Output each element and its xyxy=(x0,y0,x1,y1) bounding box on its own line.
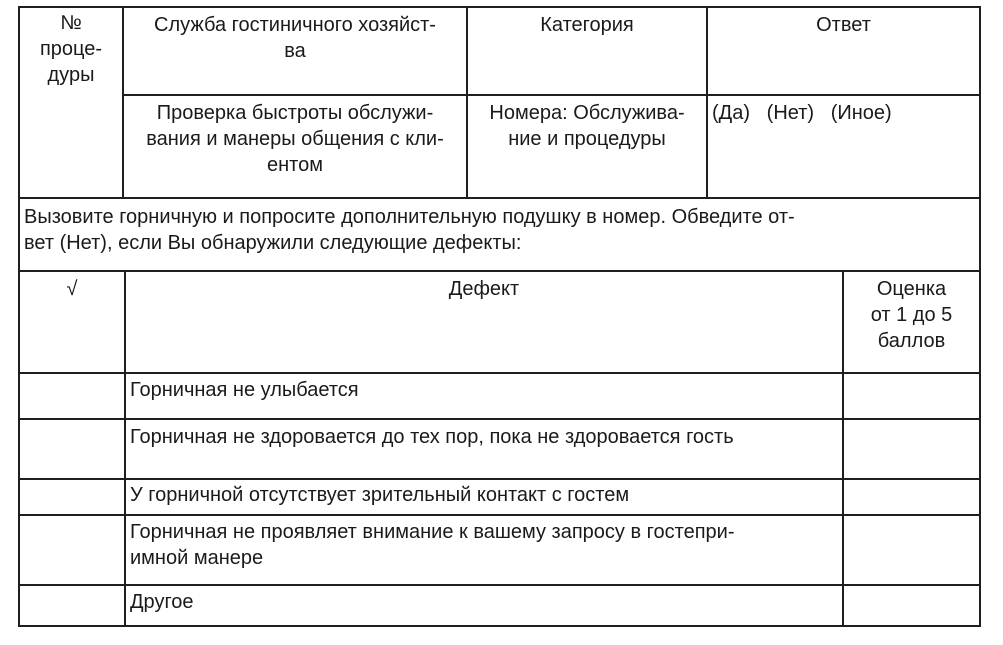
col-mark-header: √ xyxy=(66,278,78,300)
header-procedure-no: № проце- дуры xyxy=(39,12,103,86)
border-right-top xyxy=(979,6,981,198)
border-col2-top xyxy=(466,6,468,198)
defect-row-4: Горничная не проявляет внимание к вашему запросу в гостепри- имной манере xyxy=(130,521,735,569)
border-row3-top xyxy=(18,478,981,480)
border-header-mid xyxy=(123,94,981,96)
defect-row-3: У горничной отсутствует зрительный контакт с гостем xyxy=(130,484,630,506)
border-row4-top xyxy=(18,514,981,516)
score-cell-3[interactable] xyxy=(844,480,979,514)
col-defect-header: Дефект xyxy=(448,278,520,300)
border-bottom xyxy=(18,625,981,627)
mark-cell-5[interactable] xyxy=(20,586,124,625)
border-after-instruction xyxy=(18,270,981,272)
header-service: Служба гостиничного хозяйст- ва xyxy=(154,14,436,62)
category-value: Номера: Обслужива- ние и процедуры xyxy=(489,102,685,150)
defect-row-2: Горничная не здоровается до тех пор, пока не здоровается гость xyxy=(130,426,734,448)
border-row5-top xyxy=(18,584,981,586)
border-col1-top xyxy=(122,6,124,198)
mark-cell-3[interactable] xyxy=(20,480,124,514)
border-col-defect xyxy=(124,270,126,627)
mark-cell-2[interactable] xyxy=(20,420,124,478)
border-left-top xyxy=(18,6,20,198)
mark-cell-1[interactable] xyxy=(20,374,124,418)
defect-row-5: Другое xyxy=(130,591,194,613)
border-row2-top xyxy=(18,418,981,420)
score-cell-5[interactable] xyxy=(844,586,979,625)
border-before-instruction xyxy=(18,197,981,199)
border-right-bottom xyxy=(979,270,981,627)
instruction-text: Вызовите горничную и попросите дополнительную подушку в номер. Обведите от- вет (Нет), если Вы обнаружили следующие дефекты: xyxy=(24,206,795,254)
border-right-instr xyxy=(979,197,981,271)
header-answer: Ответ xyxy=(816,14,871,36)
border-left-instr xyxy=(18,197,20,271)
defect-row-1: Горничная не улыбается xyxy=(130,379,359,401)
score-cell-1[interactable] xyxy=(844,374,979,418)
border-col3-top xyxy=(706,6,708,198)
col-score-header: Оценка от 1 до 5 баллов xyxy=(870,278,953,352)
border-top xyxy=(18,6,981,8)
mark-cell-4[interactable] xyxy=(20,516,124,584)
score-cell-4[interactable] xyxy=(844,516,979,584)
score-cell-2[interactable] xyxy=(844,420,979,478)
border-row1-top xyxy=(18,372,981,374)
answer-options[interactable]: (Да) (Нет) (Иное) xyxy=(712,102,892,124)
header-category: Категория xyxy=(540,14,634,36)
check-description: Проверка быстроты обслужи- вания и манеры общения с кли- ентом xyxy=(146,102,444,176)
